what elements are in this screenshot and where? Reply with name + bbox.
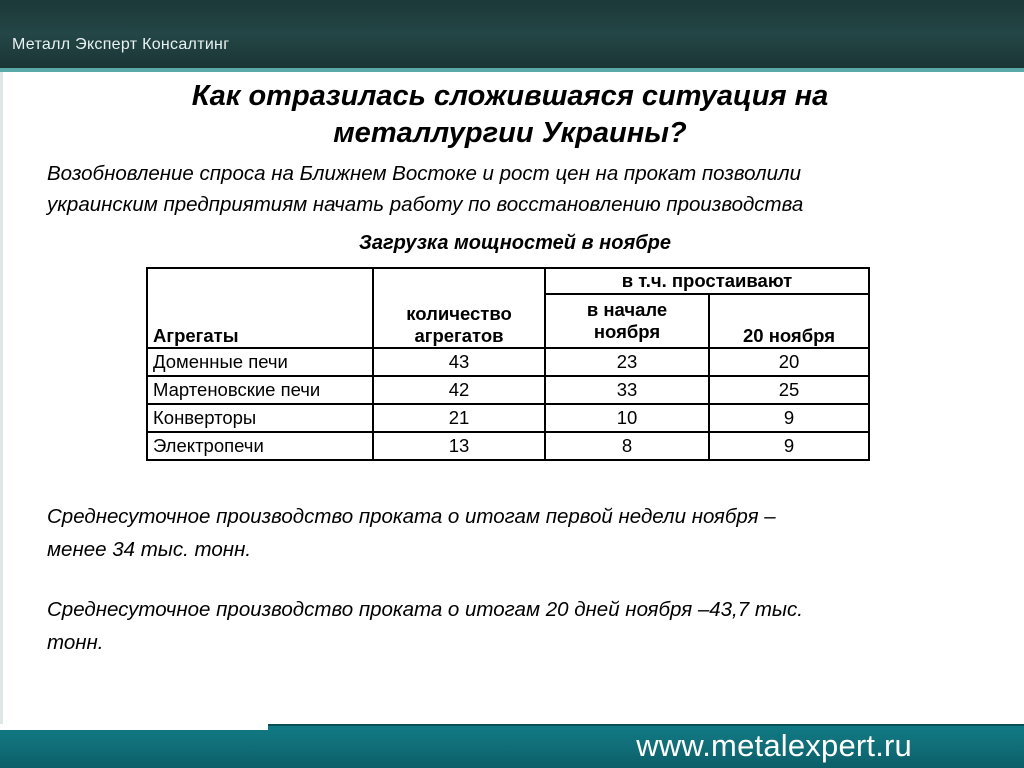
subtitle-line-2: украинским предприятиям начать работу по восстановлению производства [47, 193, 804, 216]
header-aggregates: Агрегаты [147, 268, 373, 348]
slide-subtitle [47, 158, 1007, 220]
header-november-20: 20 ноября [709, 294, 869, 348]
row-name: Конверторы [147, 404, 373, 432]
note-twenty-days-line-2: тонн. [47, 631, 104, 654]
row-name: Мартеновские печи [147, 376, 373, 404]
note-first-week-line-1: Среднесуточное производство проката о итогам первой недели ноября – [47, 505, 776, 528]
row-begin: 10 [545, 404, 709, 432]
row-nov20: 20 [709, 348, 869, 376]
header-count-line-2: агрегатов [414, 325, 504, 346]
row-name: Электропечи [147, 432, 373, 460]
row-begin: 8 [545, 432, 709, 460]
header-begin-line-1: в начале [586, 299, 668, 320]
header-bar [0, 0, 1024, 72]
row-nov20: 25 [709, 376, 869, 404]
row-count: 43 [373, 348, 545, 376]
brand-name: Металл Эксперт Консалтинг [12, 36, 230, 53]
table-row [147, 432, 869, 460]
header-idle: в т.ч. простаивают [545, 268, 869, 294]
slide-title [80, 78, 940, 152]
table-row [147, 376, 869, 404]
table-row [147, 348, 869, 376]
table-header-row-1 [147, 268, 869, 294]
row-nov20: 9 [709, 432, 869, 460]
title-line-2: металлургии Украины? [333, 117, 687, 149]
note-twenty-days-line-1: Среднесуточное производство проката о итогам 20 дней ноября –43,7 тыс. [47, 598, 803, 621]
content-edge [0, 72, 3, 724]
header-count-line-1: количество [406, 303, 512, 324]
row-nov20: 9 [709, 404, 869, 432]
row-begin: 33 [545, 376, 709, 404]
row-begin: 23 [545, 348, 709, 376]
subtitle-line-1: Возобновление спроса на Ближнем Востоке и рост цен на прокат позволили [47, 162, 801, 185]
capacity-table [146, 267, 870, 461]
note-first-week [47, 500, 1007, 566]
note-twenty-days [47, 593, 1007, 659]
header-begin-november [545, 294, 709, 348]
footer-url: www.metalexpert.ru [636, 728, 912, 763]
row-count: 13 [373, 432, 545, 460]
row-name: Доменные печи [147, 348, 373, 376]
title-line-1: Как отразилась сложившаяся ситуация на [191, 80, 829, 112]
row-count: 42 [373, 376, 545, 404]
header-begin-line-2: ноября [593, 321, 661, 342]
header-count [373, 268, 545, 348]
note-first-week-line-2: менее 34 тыс. тонн. [47, 538, 252, 561]
row-count: 21 [373, 404, 545, 432]
table-row [147, 404, 869, 432]
table-title: Загрузка мощностей в ноябре [359, 232, 671, 254]
footer-white-strip [0, 724, 268, 730]
